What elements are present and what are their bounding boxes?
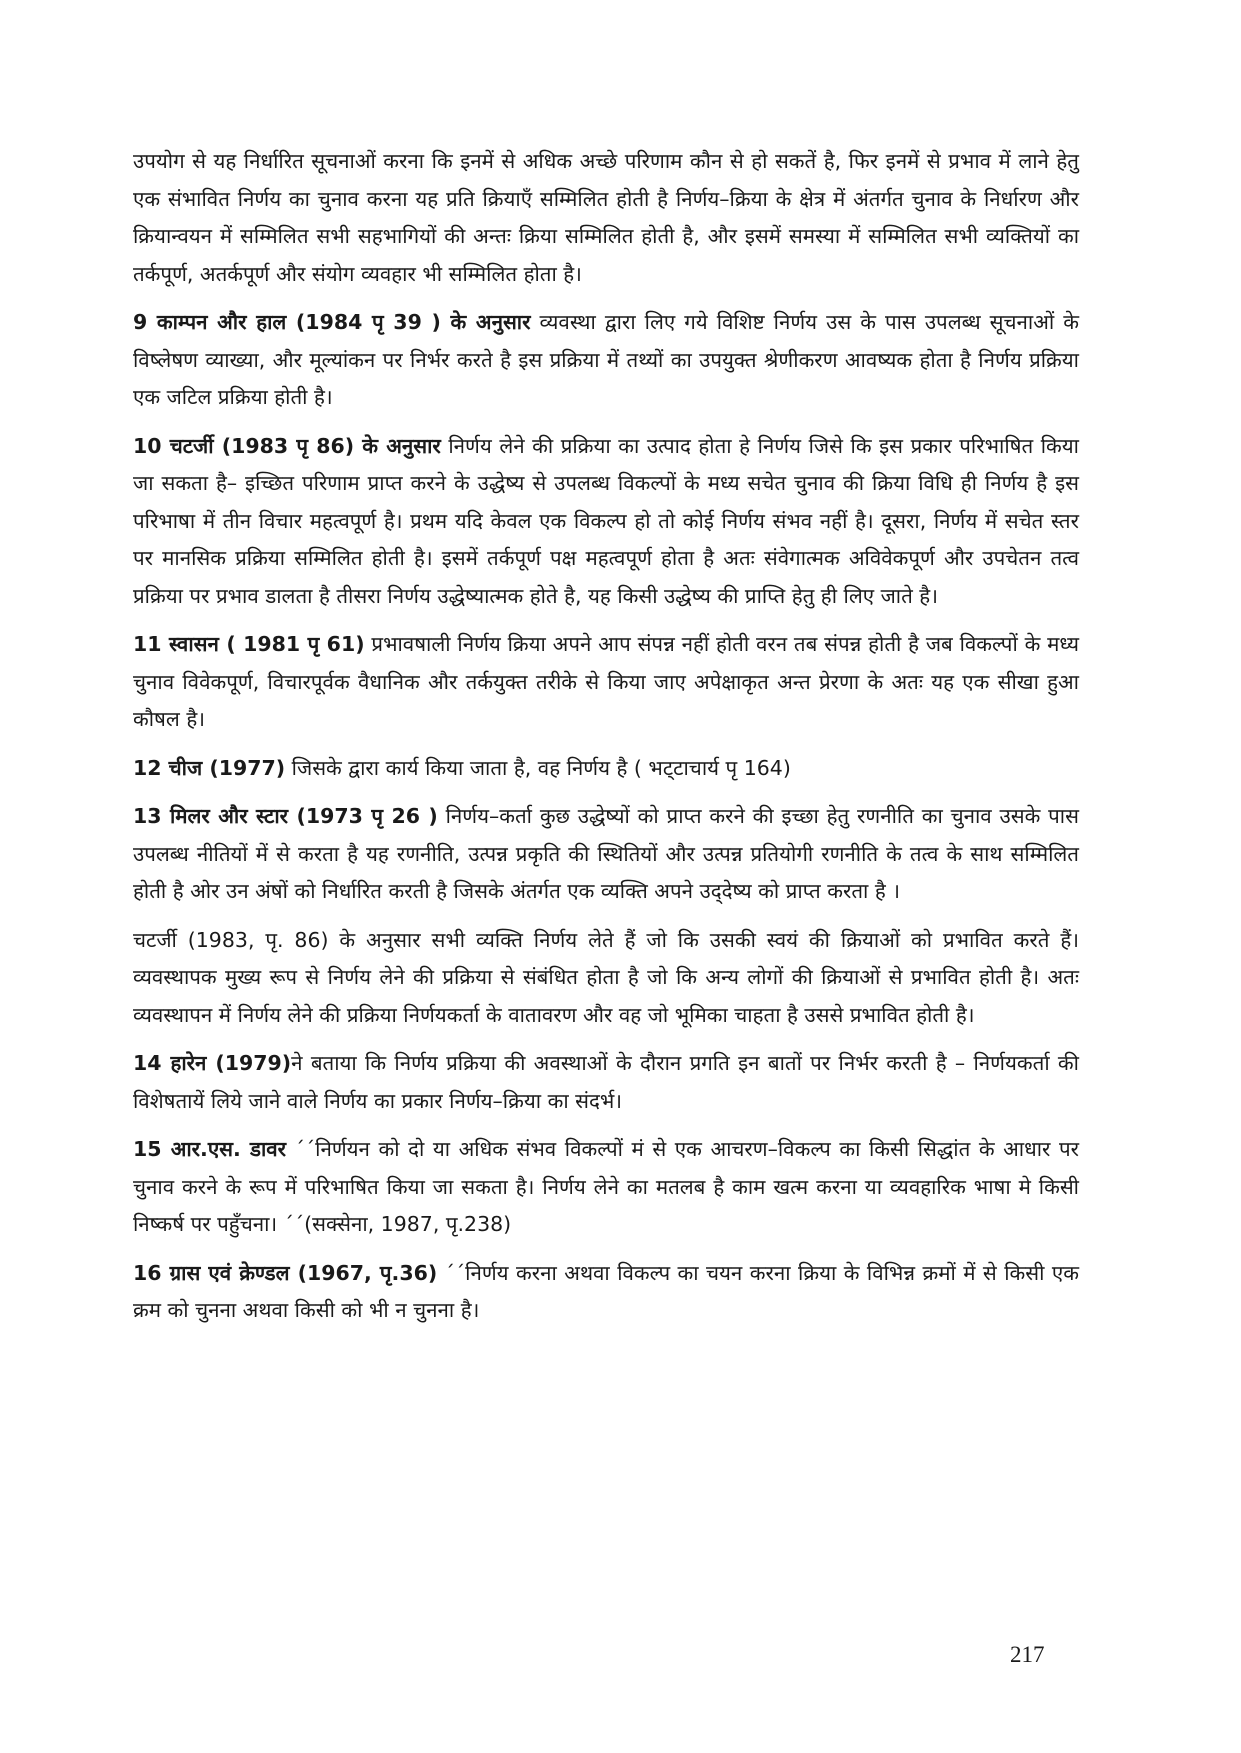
paragraph-heading: 16 ग्रास एवं क्रेण्डल (1967, पृ.36): [133, 1260, 438, 1285]
paragraph-heading: 10 चटर्जी (1983 पृ 86) के अनुसार: [133, 433, 441, 458]
paragraph: [133, 1045, 1079, 1120]
document-body: [133, 143, 1079, 1341]
paragraph-text: प्रभावषाली निर्णय क्रिया अपने आप संपन्न नहीं होती वरन तब संपन्न होती है जब विकल्पों के मध्य चुनाव विवेकपूर्ण, विचारपूर्वक वैधानिक और तर्कयुक्त तरीके से किया जाए अपेक्षाकृत अन्त प्रेरणा के अतः यह एक सीखा हुआ कौषल है।: [133, 632, 1079, 731]
paragraph-text: निर्णय लेने की प्रक्रिया का उत्पाद होता हे निर्णय जिसे कि इस प्रकार परिभाषित किया जा सकता है– इच्छित परिणाम प्राप्त करने के उद्धेष्य से उपलब्ध विकल्पों के मध्य सचेत चुनाव की क्रिया विधि ही निर्णय है इस परिभाषा में तीन विचार महत्वपूर्ण है। प्रथम यदि केवल एक विकल्प हो तो कोई निर्णय संभव नहीं है। दूसरा, निर्णय में सचेत स्तर पर मानसिक प्रक्रिया सम्मिलित होती है। इसमें तर्कपूर्ण पक्ष महत्वपूर्ण होता है अतः संवेगात्मक अविवेकपूर्ण और उपचेतन तत्व प्रक्रिया पर प्रभाव डालता है तीसरा निर्णय उद्धेष्यात्मक होते है, यह किसी उद्धेष्य की प्राप्ति हेतु ही लिए जाते है।: [133, 433, 1079, 608]
paragraph-text: चटर्जी (1983, पृ. 86) के अनुसार सभी व्यक्ति निर्णय लेते हैं जो कि उसकी स्वयं की क्रियाओं को प्रभावित करते हैं। व्यवस्थापक मुख्य रूप से निर्णय लेने की प्रक्रिया से संबंधित होता है जो कि अन्य लोगों की क्रियाओं से प्रभावित होती है। अतः व्यवस्थापन में निर्णय लेने की प्रक्रिया निर्णयकर्ता के वातावरण और वह जो भूमिका चाहता है उससे प्रभावित होती है।: [133, 927, 1079, 1027]
paragraph: [133, 304, 1079, 417]
paragraph: [133, 798, 1079, 911]
paragraph-heading: 13 मिलर और स्टार (1973 पृ 26 ): [133, 804, 438, 828]
paragraph-heading: 9 काम्पन और हाल (1984 पृ 39 ) के अनुसार: [133, 310, 531, 334]
paragraph: [133, 1255, 1079, 1330]
paragraph-heading: 15 आर.एस. डावर: [133, 1137, 287, 1161]
paragraph: [133, 922, 1079, 1035]
paragraph-text: ´´निर्णय करना अथवा विकल्प का चयन करना क्रिया के विभिन्न क्रमों में से किसी एक क्रम को चुनना अथवा किसी को भी न चुनना है।: [133, 1260, 1079, 1322]
page-number: 217: [1010, 1642, 1045, 1667]
paragraph-text: ´´निर्णयन को दो या अधिक संभव विकल्पों मं से एक आचरण–विकल्प का किसी सिद्धांत के आधार पर चुनाव करने के रूप में परिभाषित किया जा सकता है। निर्णय लेने का मतलब है काम खत्म करना या व्यवहारिक भाषा मे किसी निष्कर्ष पर पहुँचना। ´´(सक्सेना, 1987, पृ.238): [133, 1137, 1079, 1236]
paragraph-text: जिसके द्वारा कार्य किया जाता है, वह निर्णय है ( भट्‌टाचार्य पृ 164): [291, 755, 791, 780]
paragraph: [133, 143, 1079, 293]
paragraph-heading: 12 चीज (1977): [133, 755, 286, 780]
paragraph: [133, 750, 1079, 788]
paragraph: [133, 626, 1079, 739]
paragraph-heading: 14 हारेन (1979): [133, 1051, 292, 1075]
paragraph-text: निर्णय–कर्ता कुछ उद्धेष्यों को प्राप्त करने की इच्छा हेतु रणनीति का चुनाव उसके पास उपलब्ध नीतियों में से करता है यह रणनीति, उत्पन्न प्रकृति की स्थितियों और उत्पन्न प्रतियोगी रणनीति के तत्व के साथ सम्मिलित होती है ओर उन अंषों को निर्धारित करती है जिसके अंतर्गत एक व्यक्ति अपने उद्‌देष्य को प्राप्त करता है ।: [133, 804, 1079, 903]
paragraph-text: ने बताया कि निर्णय प्रक्रिया की अवस्थाओं के दौरान प्रगति इन बातों पर निर्भर करती है – निर्णयकर्ता की विशेषतायें लिये जाने वाले निर्णय का प्रकार निर्णय–क्रिया का संदर्भ।: [133, 1051, 1079, 1113]
paragraph-heading: 11 स्वासन ( 1981 पृ 61): [133, 632, 365, 656]
paragraph: [133, 428, 1079, 616]
paragraph-text: व्यवस्था द्वारा लिए गये विशिष्ट निर्णय उस के पास उपलब्ध सूचनाओं के विष्लेषण व्याख्या, और मूल्यांकन पर निर्भर करते है इस प्रक्रिया में तथ्यों का उपयुक्त श्रेणीकरण आवष्यक होता है निर्णय प्रक्रिया एक जटिल प्रक्रिया होती है।: [133, 310, 1079, 409]
paragraph-text: उपयोग से यह निर्धारित सूचनाओं करना कि इनमें से अधिक अच्छे परिणाम कौन से हो सकतें है, फिर इनमें से प्रभाव में लाने हेतु एक संभावित निर्णय का चुनाव करना यह प्रति क्रियाएँ सम्मिलित होती है निर्णय–क्रिया के क्षेत्र में अंतर्गत चुनाव के निर्धारण और क्रियान्वयन में सम्मिलित सभी सहभागियों की अन्तः क्रिया सम्मिलित होती है, और इसमें समस्या में सम्मिलित सभी व्यक्तियों का तर्कपूर्ण, अतर्कपूर्ण और संयोग व्यवहार भी सम्मिलित होता है।: [133, 149, 1079, 286]
paragraph: [133, 1131, 1079, 1244]
